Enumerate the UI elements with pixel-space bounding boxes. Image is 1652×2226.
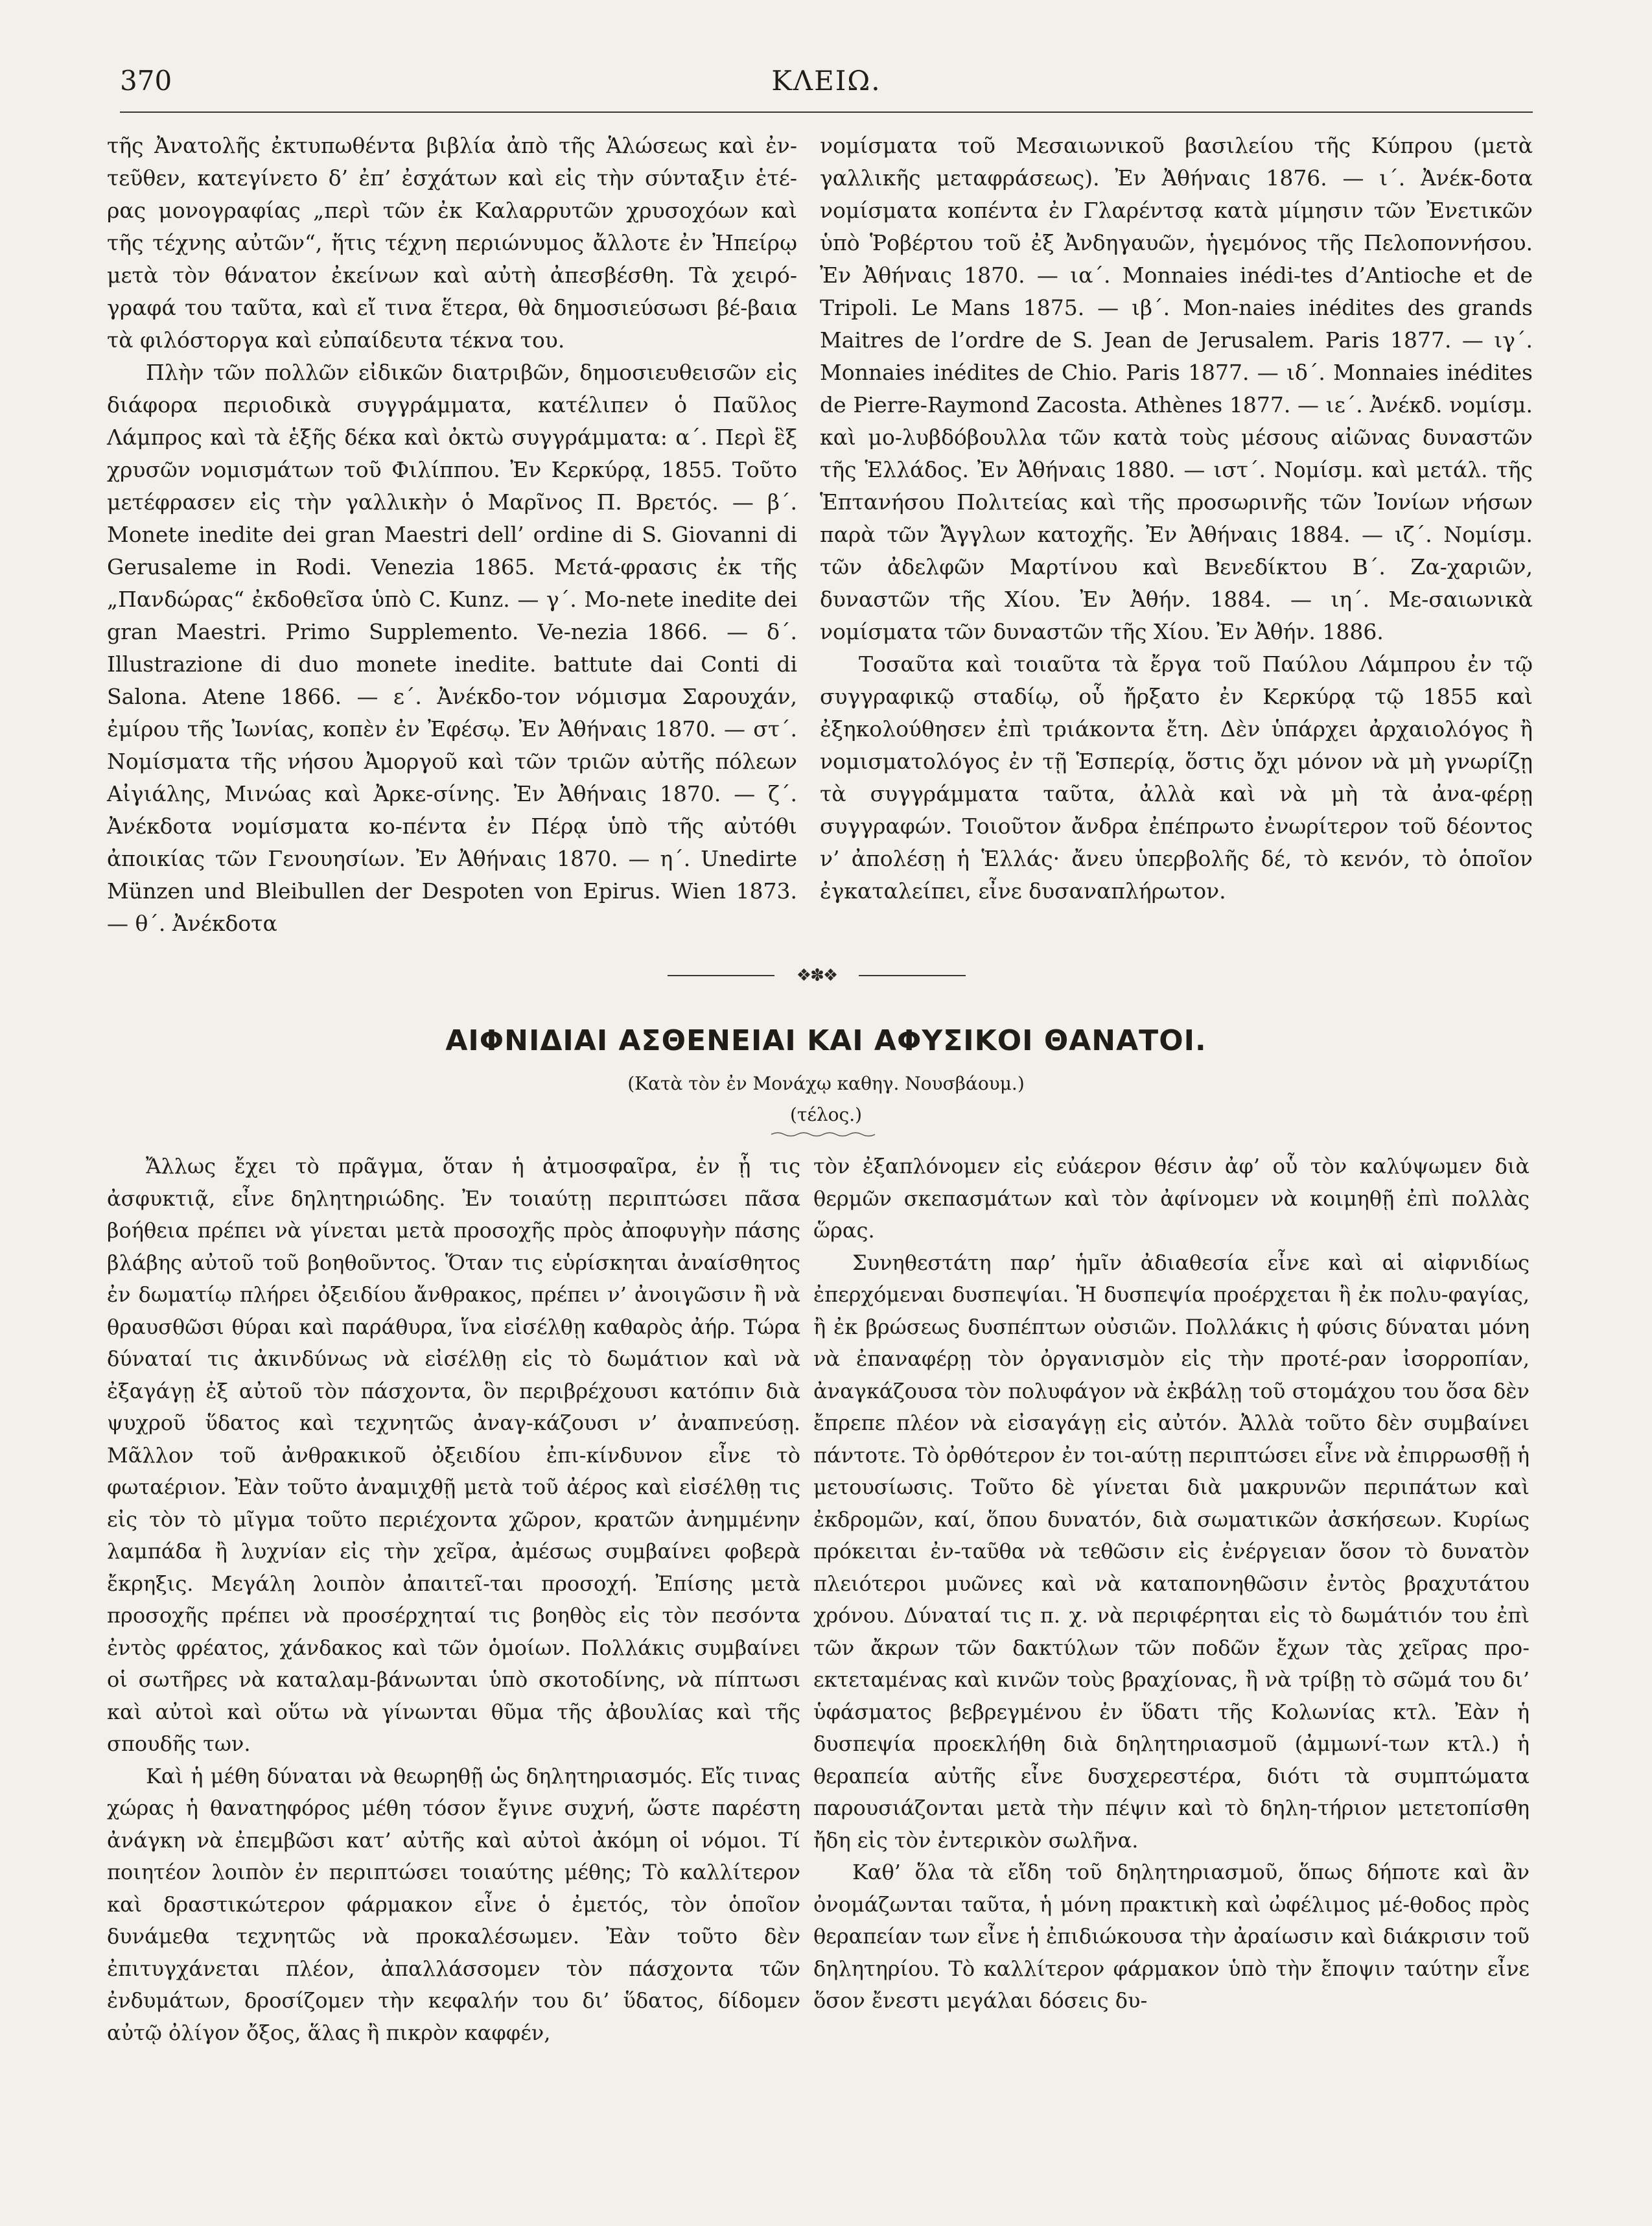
ornament-icon: ❖✽❖ [796,966,837,985]
paragraph: Τοσαῦτα καὶ τοιαῦτα τὰ ἔργα τοῦ Παύλου Λάμπρου ἐν τῷ συγγραφικῷ σταδίῳ, οὗ ἤρξατο ἐν Κερκύρᾳ τῷ 1855 καὶ ἐξηκολούθησεν ἐπὶ τριάκοντα ἔτη. Δὲν ὑπάρχει ἀρχαιολόγος ἢ νομισματολόγος ἐν τῇ Ἑσπερίᾳ, ὅστις ὄχι μόνον νὰ μὴ γνωρίζῃ τὰ συγγράμματα ταῦτα, ἀλλὰ καὶ νὰ μὴ τὰ ἀνα-φέρῃ συγγραφών. Τοιοῦτον ἄνδρα ἐπέπρωτο ἐνωρίτερον τοῦ δέοντος ν’ ἀπολέσῃ ἡ Ἑλλάς· ἄνευ ὑπερβολῆς δέ, τὸ κενόν, τὸ ὁποῖον ἐγκαταλείπει, εἶνε δυσαναπλήρωτον. [820,651,1533,904]
top-right-column [820,130,1533,908]
paragraph: Ἄλλως ἔχει τὸ πρᾶγμα, ὅταν ἡ ἀτμοσφαῖρα, ἐν ᾗ τις ἀσφυκτιᾷ, εἶνε δηλητηριώδης. Ἐν τοιαύτῃ περιπτώσει πᾶσα βοήθεια πρέπει νὰ γίνεται μετὰ προσοχῆς πρὸς ἀποφυγὴν πάσης βλάβης αὐτοῦ τοῦ βοηθοῦντος. Ὅταν τις εὑρίσκηται ἀναίσθητος ἐν δωματίῳ πλήρει ὀξειδίου ἄνθρακος, πρέπει ν’ ἀνοιγῶσιν ἢ νὰ θραυσθῶσι θύραι καὶ παράθυρα, ἵνα εἰσέλθῃ καθαρὸς ἀήρ. Τώρα δύναταί τις ἀκινδύνως νὰ εἰσέλθῃ εἰς τὸ δωμάτιον καὶ νὰ ἐξαγάγῃ ἐξ αὐτοῦ τὸν πάσχοντα, ὃν περιβρέχουσι κατόπιν διὰ ψυχροῦ ὕδατος καὶ τεχνητῶς ἀναγ-κάζουσι ν’ ἀναπνεύσῃ. Μᾶλλον τοῦ ἀνθρακικοῦ ὀξειδίου ἐπι-κίνδυνον εἶνε τὸ φωταέριον. Ἐὰν τοῦτο ἀναμιχθῇ μετὰ τοῦ ἀέρος καὶ εἰσέλθῃ τις εἰς τὸν τὸ μῖγμα τοῦτο περιέχοντα χῶρον, κρατῶν ἀνημμένην λαμπάδα ἢ λυχνίαν εἰς τὴν χεῖρα, ἀμέσως συμβαίνει φοβερὰ ἔκρηξις. Μεγάλη λοιπὸν ἀπαιτεῖ-ται προσοχή. Ἐπίσης μετὰ προσοχῆς πρέπει νὰ προσέρχηταί τις βοηθὸς εἰς τὸν πεσόντα ἐντὸς φρέατος, χάνδακος καὶ τῶν ὁμοίων. Πολλάκις συμβαίνει οἱ σωτῆρες νὰ καταλαμ-βάνωνται ὑπὸ σκοτοδίνης, νὰ πίπτωσι καὶ αὐτοὶ καὶ οὕτω νὰ γίνωνται θῦμα τῆς ἀβουλίας καὶ τῆς σπουδῆς των. [107,1154,800,1756]
paragraph: Καὶ ἡ μέθη δύναται νὰ θεωρηθῇ ὡς δηλητηριασμός. Εἴς τινας χώρας ἡ θανατηφόρος μέθη τόσον ἔγινε συχνή, ὥστε παρέστη ἀνάγκη νὰ ἐπεμβῶσι κατ’ αὐτῆς καὶ αὐτοὶ ἀκόμη οἱ νόμοι. Τί ποιητέον λοιπὸν ἐν περιπτώσει τοιαύτης μέθης; Τὸ καλλίτερον καὶ δραστικώτερον φάρμακον εἶνε ὁ ἐμετός, τὸν ὁποῖον δυνάμεθα τεχνητῶς νὰ προκαλέσωμεν. Ἐὰν τοῦτο δὲν ἐπιτυγχάνεται πλέον, ἀπαλλάσσομεν τὸν πάσχοντα τῶν ἐνδυμάτων, δροσίζομεν τὴν κεφαλήν του δι’ ὕδατος, δίδομεν αὐτῷ ὀλίγον ὄξος, ἅλας ἢ πικρὸν καφφέν, [107,1763,800,2045]
page-number: 370 [120,65,172,97]
running-head: ΚΛΕΙΩ. [771,65,881,97]
paragraph: τὸν ἐξαπλόνομεν εἰς εὐάερον θέσιν ἀφ’ οὗ τὸν καλύψωμεν διὰ θερμῶν σκεπασμάτων καὶ τὸν ἀφίνομεν νὰ κοιμηθῇ ἐπὶ πολλὰς ὥρας. [813,1154,1530,1243]
bottom-left-column [107,1151,800,2049]
article-part-label: (τέλος.) [789,1104,863,1125]
tilde-ornament-icon [771,1131,875,1138]
paragraph: Συνηθεστάτη παρ’ ἡμῖν ἀδιαθεσία εἶνε καὶ αἱ αἰφνιδίως ἐπερχόμεναι δυσπεψίαι. Ἡ δυσπεψία προέρχεται ἢ ἐκ πολυ-φαγίας, ἢ ἐκ βρώσεως δυσπέπτων οὐσιῶν. Πολλάκις ἡ φύσις δύναται μόνη νὰ ἐπαναφέρῃ τὸν ὀργανισμὸν εἰς τὴν προτέ-ραν ἰσορροπίαν, ἀναγκάζουσα τὸν πολυφάγον νὰ ἐκβάλῃ τοῦ στομάχου του ὅσα δὲν ἔπρεπε πλέον νὰ εἰσαγάγῃ εἰς αὐτόν. Ἀλλὰ τοῦτο δὲν συμβαίνει πάντοτε. Τὸ ὀρθότερον ἐν τοι-αύτῃ περιπτώσει εἶνε νὰ ἐπιρρωσθῇ ἡ μετουσίωσις. Τοῦτο δὲ γίνεται διὰ μακρυνῶν περιπάτων καὶ ἐκδρομῶν, καί, ὅπου δυνατόν, διὰ σωματικῶν ἀσκήσεων. Κυρίως πρόκειται ἐν-ταῦθα νὰ τεθῶσιν εἰς ἐνέργειαν ὅσον τὸ δυνατὸν πλειότεροι μυῶνες καὶ νὰ καταπονηθῶσιν ἐντὸς βραχυτάτου χρόνου. Δύναταί τις π. χ. νὰ περιφέρηται εἰς τὸ δωμάτιόν του ἐπὶ τῶν ἄκρων τῶν δακτύλων τῶν ποδῶν ἔχων τὰς χεῖρας προ-εκτεταμένας καὶ κινῶν τοὺς βραχίονας, ἢ νὰ τρίβῃ τὸ σῶμά του δι’ ὑφάσματος βεβρεγμένου ἐν ὕδατι τῆς Κολωνίας κτλ. Ἐὰν ἡ δυσπεψία προεκλήθη διὰ δηλητηριασμοῦ (ἀμμωνί-των κτλ.) ἡ θεραπεία αὐτῆς εἶνε δυσχερεστέρα, διότι τὰ συμπτώματα παρουσιάζονται μετὰ τὴν πέψιν καὶ τὸ δηλη-τήριον μετετοπίσθη ἤδη εἰς τὸν ἐντερικὸν σωλῆνα. [813,1250,1530,1853]
article-title: ΑΙΦΝΙΔΙΑΙ ΑΣΘΕΝΕΙΑΙ ΚΑΙ ΑΦΥΣΙΚΟΙ ΘΑΝΑΤΟΙ. [445,1024,1207,1057]
top-left-column [107,130,797,940]
page-header [120,65,1533,104]
section-divider-ornament [668,966,966,985]
divider-line-left [668,975,774,976]
paragraph: τῆς Ἀνατολῆς ἐκτυπωθέντα βιβλία ἀπὸ τῆς Ἁλώσεως καὶ ἐν-τεῦθεν, κατεγίνετο δ’ ἐπ’ ἐσχάτων καὶ εἰς τὴν σύνταξιν ἑτέ-ρας μονογραφίας „περὶ τῶν ἐκ Καλαρρυτῶν χρυσοχόων καὶ τῆς τέχνης αὐτῶν“, ἥτις τέχνη περιώνυμος ἄλλοτε ἐν Ἠπείρῳ μετὰ τὸν θάνατον ἐκείνων καὶ αὐτὴ ἀπεσβέσθη. Τὰ χειρό-γραφά του ταῦτα, καὶ εἴ τινα ἕτερα, θὰ δημοσιεύσωσι βέ-βαια τὰ φιλόστοργα καὶ εὐπαίδευτα τέκνα του. [107,133,797,353]
divider-line-right [859,975,966,976]
paragraph: Καθ’ ὅλα τὰ εἴδη τοῦ δηλητηριασμοῦ, ὅπως δήποτε καὶ ἂν ὀνομάζωνται ταῦτα, ἡ μόνη πρακτικὴ καὶ ὠφέλιμος μέ-θοδος πρὸς θεραπείαν των εἶνε ἡ ἐπιδιώκουσα τὴν ἀραίωσιν καὶ διάκρισιν τοῦ δηλητηρίου. Τὸ καλλίτερον φάρμακον ὑπὸ τὴν ἔποψιν ταύτην εἶνε ὅσον ἔνεστι μεγάλαι δόσεις δυ- [813,1860,1530,2013]
bottom-right-column [813,1151,1530,2017]
header-rule [120,111,1533,113]
article-subtitle: (Κατὰ τὸν ἐν Μονάχῳ καθηγ. Νουσβάουμ.) [627,1073,1025,1094]
paragraph: νομίσματα τοῦ Μεσαιωνικοῦ βασιλείου τῆς Κύπρου (μετὰ γαλλικῆς μεταφράσεως). Ἐν Ἀθήναις 1876. — ι΄. Ἀνέκ-δοτα νομίσματα κοπέντα ἐν Γλαρέντσᾳ κατὰ μίμησιν τῶν Ἐνετικῶν ὑπὸ Ῥοβέρτου τοῦ ἐξ Ἀνδηγαυῶν, ἡγεμόνος τῆς Πελοποννήσου. Ἐν Ἀθήναις 1870. — ια΄. Monnaies inédi-tes d’Antioche et de Tripoli. Le Mans 1875. — ιβ΄. Mon-naies inédites des grands Maitres de l’ordre de S. Jean de Jerusalem. Paris 1877. — ιγ΄. Monnaies inédites de Chio. Paris 1877. — ιδ΄. Monnaies inédites de Pierre-Raymond Zacosta. Athènes 1877. — ιε΄. Ἀνέκδ. νομίσμ. καὶ μο-λυβδόβουλλα τῶν κατὰ τοὺς μέσους αἰῶνας δυναστῶν τῆς Ἑλλάδος. Ἐν Ἀθήναις 1880. — ιστ΄. Νομίσμ. καὶ μετάλ. τῆς Ἑπτανήσου Πολιτείας καὶ τῆς προσωρινῆς τῶν Ἰονίων νήσων παρὰ τῶν Ἄγγλων κατοχῆς. Ἐν Ἀθήναις 1884. — ιζ΄. Νομίσμ. τῶν ἀδελφῶν Μαρτίνου καὶ Βενεδίκτου Β΄. Ζα-χαριῶν, δυναστῶν τῆς Χίου. Ἐν Ἀθήν. 1884. — ιη΄. Με-σαιωνικὰ νομίσματα τῶν δυναστῶν τῆς Χίου. Ἐν Ἀθήν. 1886. [820,133,1533,644]
paragraph: Πλὴν τῶν πολλῶν εἰδικῶν διατριβῶν, δημοσιευθεισῶν εἰς διάφορα περιοδικὰ συγγράμματα, κατέλιπεν ὁ Παῦλος Λάμπρος καὶ τὰ ἑξῆς δέκα καὶ ὀκτὼ συγγράμματα: α΄. Περὶ ἓξ χρυσῶν νομισμάτων τοῦ Φιλίππου. Ἐν Κερκύρᾳ, 1855. Τοῦτο μετέφρασεν εἰς τὴν γαλλικὴν ὁ Μαρῖνος Π. Βρετός. — β΄. Monete inedite dei gran Maestri dell’ ordine di S. Giovanni di Gerusaleme in Rodi. Venezia 1865. Μετά-φρασις ἐκ τῆς „Πανδώρας“ ἐκδοθεῖσα ὑπὸ C. Kunz. — γ΄. Mo-nete inedite dei gran Maestri. Primo Supplemento. Ve-nezia 1866. — δ΄. Illustrazione di duo monete inedite. battute dai Conti di Salona. Atene 1866. — ε΄. Ἀνέκδο-τον νόμισμα Σαρουχάν, ἐμίρου τῆς Ἰωνίας, κοπὲν ἐν Ἐφέσῳ. Ἐν Ἀθήναις 1870. — στ΄. Νομίσματα τῆς νήσου Ἀμοργοῦ καὶ τῶν τριῶν αὐτῆς πόλεων Αἰγιάλης, Μινώας καὶ Ἀρκε-σίνης. Ἐν Ἀθήναις 1870. — ζ΄. Ἀνέκδοτα νομίσματα κο-πέντα ἐν Πέρᾳ ὑπὸ τῆς αὐτόθι ἀποικίας τῶν Γενουησίων. Ἐν Ἀθήναις 1870. — η΄. Unedirte Münzen und Bleibullen der Despoten von Epirus. Wien 1873. — θ΄. Ἀνέκδοτα [107,360,797,936]
